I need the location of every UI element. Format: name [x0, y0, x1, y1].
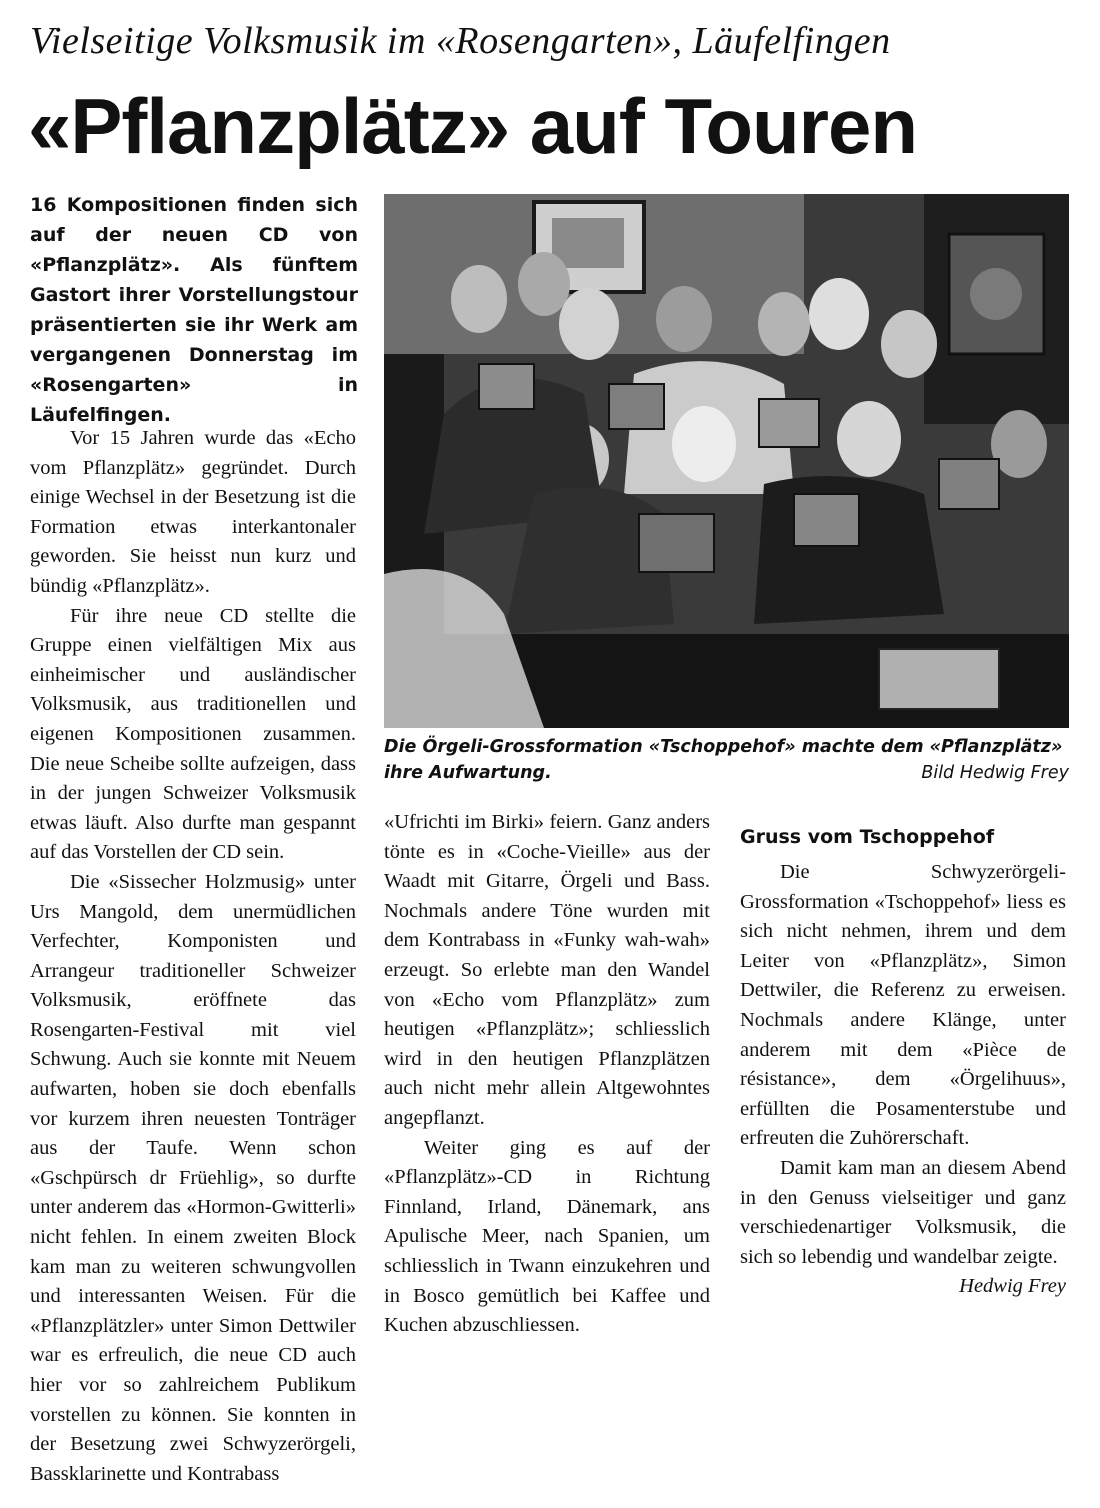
body-paragraph: Die Schwyzerörgeli-Grossformation «Tschoppehof» liess es sich nicht nehmen, ihrem und dem Leiter von «Pflanzplätz», Simon Dettwiler, die Referenz zu erweisen. Nochmals andere Klänge, unter anderem mit dem «Pièce de résistance», dem «Örgelihuus», erfüllten die Posamenterstube und erfreuten die Zuhörerschaft. [740, 861, 1066, 1150]
article-headline: «Pflanzplätz» auf Touren [28, 82, 917, 170]
body-paragraph [384, 1134, 710, 1341]
article-photo [384, 194, 1069, 728]
body-paragraph: Für ihre neue CD stellte die Gruppe einen vielfältigen Mix aus einheimischer und ausländischer Volksmusik, aus traditionellen und eigenen Kompositionen zusammen. Die neue Scheibe sollte aufzeigen, dass in der jungen Schweizer Volksmusik etwas läuft. Also durfte man gespannt auf das Vorstellen der CD sein. [30, 604, 356, 864]
photo-musicians-playing-accordions [384, 194, 1069, 728]
body-column-3 [740, 808, 1066, 1302]
body-column-2 [384, 808, 710, 1341]
body-paragraph-continued [30, 868, 356, 1489]
article-lead: 16 Kompositionen finden sich auf der neuen CD von «Pflanzplätz». Als fünftem Gastort ihrer Vorstellungstour präsentierten sie ihr Werk am vergangenen Donnerstag im «Rosengarten» in Läufelfingen. [30, 194, 358, 426]
section-subhead: Gruss vom Tschoppehof [740, 826, 995, 848]
body-paragraph-part: Die «Sissecher Holzmusig» unter Urs Mangold, dem unermüdlichen Verfechter, Komponisten und Arrangeur traditioneller Schweizer Volksmusik, eröffnete das Rosengarten-Festival mit viel Schwung. Auch sie konnte mit Neuem aufwarten, hoben sie doch ebenfalls vor kurzem ihren neuesten Tonträger aus der Taufe. Wenn schon «Gschpürsch dr Früehlig», so durfte unter anderem das «Hormon-Gwitterli» nicht fehlen. In einem zweiten Block kam man zu weiteren schwungvollen und interessanten Weisen. Für die «Pflanzplätzler» unter Simon Dettwiler war es erfreulich, die neue CD auch hier vor so zahlreichem Publikum vorstellen zu können. Sie konnten in der Besetzung zwei Schwyzerörgeli, Bassklarinette und Kontrabass [30, 870, 356, 1485]
body-paragraph-part: Weiter ging es auf der «Pflanzplätz»-CD in Richtung Finnland, Irland, Dänemark, ans Apulische Meer, nach Spanien, um schliesslich in Twann einzukehren und in Bosco gemütlich bei Kaffee und Kuchen abzuschliessen. [384, 1136, 710, 1337]
article-byline: Hedwig Frey [959, 1275, 1066, 1298]
body-paragraph: Vor 15 Jahren wurde das «Echo vom Pflanzplätz» gegründet. Durch einige Wechsel in der Besetzung ist die Formation etwas interkantonaler geworden. Sie heisst nun kurz und bündig «Pflanzplätz». [30, 427, 356, 597]
body-paragraph-continued: «Ufrichti im Birki» feiern. Ganz anders tönte es in «Coche-Vieille» aus der Waadt mit Gitarre, Örgeli und Bass. Nochmals andere Töne wurden mit dem Kontrabass in «Funky wah-wah» erzeugt. So erlebte man den Wandel von «Echo vom Pflanzplätz» zum heutigen «Pflanzplätz»; schliesslich wird in den heutigen Pflanzplätzen auch nicht mehr allein Altgewohntes angepflanzt. [384, 811, 710, 1129]
article-kicker: Vielseitige Volksmusik im «Rosengarten», Läufelfingen [30, 20, 891, 62]
body-paragraph: Damit kam man an diesem Abend in den Genuss vielseitiger und ganz verschiedenartiger Volksmusik, die sich so lebendig und wandelbar zeigte. [740, 1156, 1066, 1268]
photo-caption [384, 734, 1069, 786]
photo-caption-text: Die Örgeli-Grossformation «Tschoppehof» machte dem «Pflanzplätz» ihre Aufwartung. [384, 737, 1063, 783]
body-column-1 [30, 424, 356, 1489]
photo-credit: Bild Hedwig Frey [921, 763, 1069, 783]
